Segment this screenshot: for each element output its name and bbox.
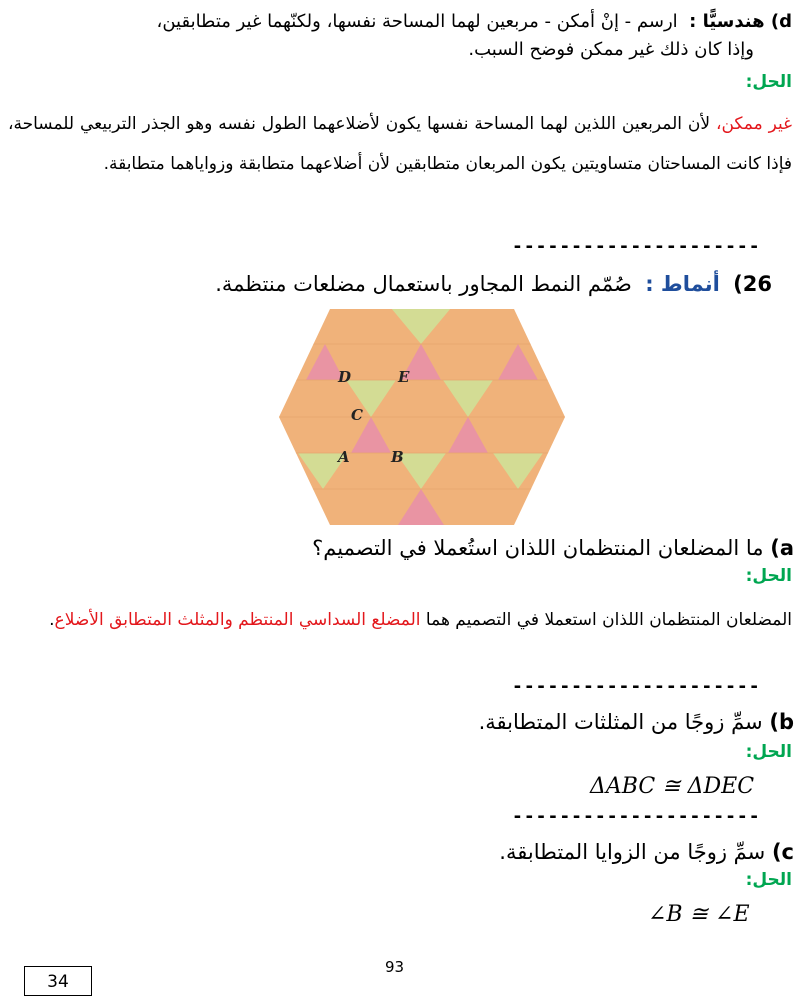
answer-a <box>8 600 792 640</box>
point-label-a: A <box>338 448 350 466</box>
answer-d-highlight: غير ممكن، <box>715 114 793 134</box>
answer-b-congruent-triangles: ΔABC ≅ ΔDEC <box>590 774 755 799</box>
question-d-text: ارسم - إنْ أمكن - مربعين لهما المساحة نفسها، ولكنّهما غير متطابقين، <box>156 11 678 32</box>
question-c <box>8 836 794 868</box>
answer-d <box>8 104 792 184</box>
answer-a-end: . <box>49 610 55 630</box>
question-c-label: c) <box>771 840 794 864</box>
answer-c-congruent-angles: ∠B ≅ ∠E <box>648 902 750 927</box>
question-a-text: ما المضلعان المنتظمان اللذان استُعملا في التصميم؟ <box>312 536 764 560</box>
answer-a-text: المضلعان المنتظمان اللذان استعملا في التصميم هما <box>420 610 792 630</box>
point-label-b: B <box>391 448 404 466</box>
page-number: 93 <box>385 958 405 976</box>
point-label-c: C <box>351 406 363 424</box>
answer-d-text: لأن المربعين اللذين لهما المساحة نفسها يكون لأضلاعهما الطول نفسه وهو الجذر التربيعي للمساحة، فإذا كانت المساحتان متساويتين يكون المربعان متطابقين لأن أضلاعهما متطابقة وزواياهما متطابقة. <box>8 114 792 174</box>
question-d <box>8 8 792 64</box>
divider-3: --------------------- <box>512 806 761 827</box>
solution-label-b: الحل: <box>745 742 792 762</box>
footer-box-number: 34 <box>24 966 92 996</box>
hexagon-pattern-figure <box>278 308 566 526</box>
question-a <box>8 532 794 564</box>
question-b <box>8 706 794 738</box>
question-26 <box>8 268 772 300</box>
question-26-number: 26) <box>733 272 772 296</box>
question-a-label: a) <box>770 536 794 560</box>
solution-label-d: الحل: <box>745 72 792 92</box>
question-b-label: b) <box>769 710 794 734</box>
question-d-text-2: وإذا كان ذلك غير ممكن فوضح السبب. <box>468 39 754 60</box>
divider-1: --------------------- <box>512 236 761 257</box>
solution-label-a: الحل: <box>745 566 792 586</box>
question-c-text: سمِّ زوجًا من الزوايا المتطابقة. <box>499 840 766 864</box>
question-26-label: أنماط : <box>645 272 720 296</box>
question-b-text: سمِّ زوجًا من المثلثات المتطابقة. <box>478 710 763 734</box>
point-label-e: E <box>398 368 410 386</box>
question-d-label: d) هندسيًّا : <box>689 11 792 32</box>
question-26-text: صُمّم النمط المجاور باستعمال مضلعات منتظمة. <box>215 272 632 296</box>
point-label-d: D <box>338 368 352 386</box>
solution-label-c: الحل: <box>745 870 792 890</box>
answer-a-highlight: المضلع السداسي المنتظم والمثلث المتطابق الأضلاع <box>54 610 421 630</box>
divider-2: --------------------- <box>512 676 761 697</box>
